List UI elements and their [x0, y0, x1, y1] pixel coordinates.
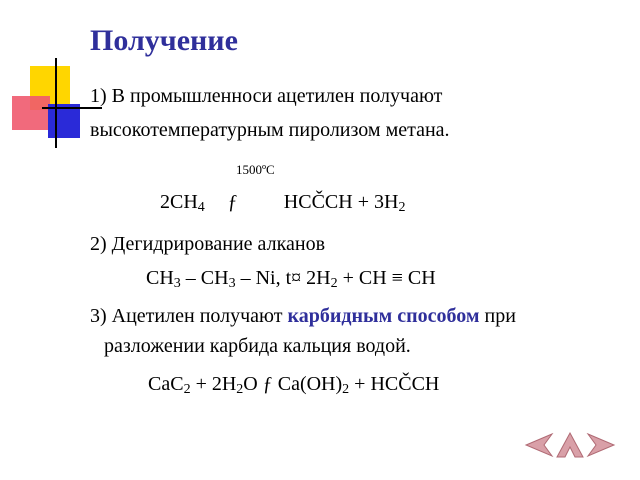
eq3-sub-c: 2 — [342, 382, 350, 397]
decor-vertical-line — [55, 58, 57, 148]
eq3-part-b: + 2H — [190, 373, 237, 395]
equation-2 — [146, 266, 436, 290]
slide-title: Получение — [90, 24, 238, 57]
nav-home-button[interactable] — [556, 432, 584, 458]
nav-prev-icon — [524, 432, 554, 458]
eq3-part-c: O ƒ Ca(OH) — [243, 373, 343, 395]
equation-3 — [148, 372, 439, 396]
eq2-part-a: CH — [146, 267, 174, 289]
decor-red-square — [12, 96, 50, 130]
nav-next-icon — [586, 432, 616, 458]
eq3-part-a: CaC — [148, 373, 184, 395]
eq3-sub-a: 2 — [183, 382, 191, 397]
item3-line2: разложении карбида кальция водой. — [104, 335, 411, 357]
eq3-sub-b: 2 — [236, 382, 244, 397]
eq1-sub-b: 2 — [398, 200, 406, 215]
equation-1 — [160, 190, 405, 214]
eq2-part-b: – CH — [180, 267, 229, 289]
eq2-part-c: – Ni, t¤ 2H — [235, 267, 331, 289]
eq2-part-d: + CH ≡ CH — [337, 267, 436, 289]
item3-prefix: 3) Ацетилен получают — [90, 305, 288, 327]
item2: 2) Дегидрирование алканов — [90, 233, 326, 255]
eq2-sub-c: 2 — [330, 276, 338, 291]
item3-suffix: при — [479, 305, 516, 327]
eq1-part-a: 2CH — [160, 191, 198, 213]
item3-line1 — [90, 304, 516, 328]
eq3-part-d: + HCČCH — [349, 373, 440, 395]
eq1-sub-a: 4 — [197, 200, 205, 215]
eq2-sub-a: 3 — [173, 276, 181, 291]
decor-blue-square — [48, 104, 80, 138]
nav-prev-button[interactable] — [524, 432, 554, 458]
item1-line1: 1) В промышленноси ацетилен получают — [90, 85, 443, 107]
item3-accent-term: карбидным способом — [287, 305, 480, 327]
reaction-condition: 1500ºC — [236, 162, 275, 177]
eq2-sub-b: 3 — [228, 276, 236, 291]
nav-home-icon — [556, 432, 584, 458]
nav-next-button[interactable] — [586, 432, 616, 458]
eq1-arrow: ƒ — [227, 191, 238, 213]
eq1-part-b: HCČCH + 3H — [283, 191, 399, 213]
item1-line2: высокотемпературным пиролизом метана. — [90, 119, 450, 141]
